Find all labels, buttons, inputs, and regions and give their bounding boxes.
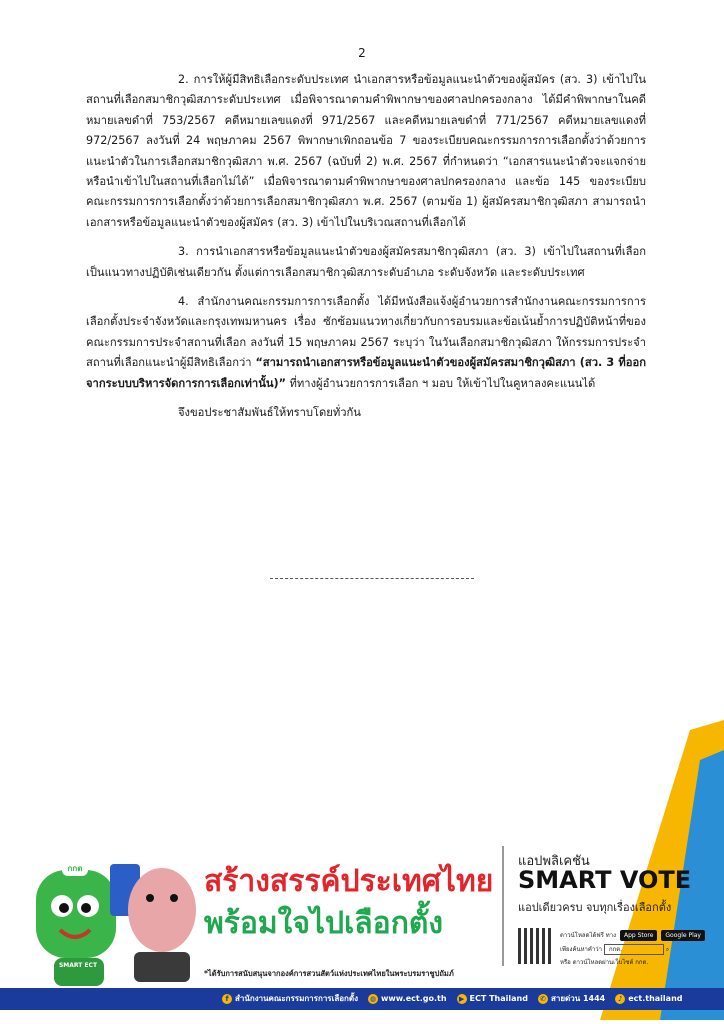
app-tagline: แอปเดียวครบ จบทุกเรื่องเลือกตั้ง [518, 901, 672, 914]
app-store-badge[interactable]: App Store [620, 930, 658, 941]
paragraph-2: 2. การให้ผู้มีสิทธิเลือกระดับประเทศ นำเอกสารหรือข้อมูลแนะนำตัวของผู้สมัคร (สว. 3) เข้าไปในสถานที่เลือกสมาชิกวุฒิสภาระดับประเทศ เมื่อพิจารณาตามคำพิพากษาของศาลปกครองกลาง ได้มีคำพิพากษาในคดีหมายเลขดำที่ 753/2567 คดีหมายเลขแดงที่ 971/2567 และคดีหมายเลขดำที่ 771/2567 คดีหมายเลขแดงที่ 972/2567 ลงวันที่ 24 พฤษภาคม 2567 พิพากษาเพิกถอนข้อ 7 ของระเบียบคณะกรรมการการเลือกตั้งว่าด้วยการแนะนำตัวในการเลือกสมาชิกวุฒิสภา พ.ศ. 2567 (ฉบับที่ 2) พ.ศ. 2567 ที่กำหนดว่า “เอกสารแนะนำตัวจะแจกจ่ายหรือนำเข้าไปในสถานที่เลือกไม่ได้” เมื่อพิจารณาตามคำพิพากษาของศาลปกครองกลาง และข้อ 145 ของระเบียบคณะกรรมการการเลือกตั้งว่าด้วยการเลือกสมาชิกวุฒิสภา พ.ศ. 2567 (ตามข้อ 1) ผู้สมัครสมาชิกวุฒิสภา สามารถนำเอกสารหรือข้อมูลแนะนำตัวของผู้สมัคร (สว. 3) เข้าไปในบริเวณสถานที่เลือกได้ [86, 73, 646, 229]
closing-line: จึงขอประชาสัมพันธ์ให้ทราบโดยทั่วกัน [178, 406, 361, 420]
app-label: แอปพลิเคชัน [518, 854, 590, 869]
mascot-sign: กกต [62, 862, 88, 876]
app-name: SMART VOTE [518, 866, 692, 894]
paragraph-4 [86, 292, 646, 394]
google-play-badge[interactable]: Google Play [661, 930, 705, 941]
tiktok-text: ect.thailand [628, 993, 683, 1003]
tiktok-icon: ♪ [615, 994, 625, 1004]
mascot-badge: SMART ECT [58, 962, 98, 969]
slogan-line-2: พร้อมใจไปเลือกตั้ง [204, 906, 443, 941]
download-info [560, 930, 710, 967]
youtube-icon: ▶ [457, 994, 467, 1004]
search-icon: ⌕ [665, 946, 670, 953]
page-number: 2 [358, 46, 366, 60]
search-label: เพียงค้นหาคำว่า [560, 946, 603, 953]
facebook-icon: f [222, 994, 232, 1004]
paragraph-4-text: 4. สำนักงานคณะกรรมการการเลือกตั้ง ได้มีหนังสือแจ้งผู้อำนวยการสำนักงานคณะกรรมการการเลือกตั้งประจำจังหวัดและกรุงเทพมหานคร เรื่อง ซักซ้อมแนวทางเกี่ยวกับการอบรมและข้อเน้นย้ำการปฏิบัติหน้าที่ของคณะกรรมการประจำสถานที่เลือก ลงวันที่ 15 พฤษภาคม 2567 ระบุว่า ในวันเลือกสมาชิกวุฒิสภา ให้กรรมการประจำสถานที่เลือกแนะนำผู้มีสิทธิเลือกว่า [86, 295, 646, 370]
youtube-link[interactable] [457, 994, 528, 1004]
search-term-box: กกต. [604, 944, 664, 955]
hotline-link[interactable] [538, 992, 605, 1005]
paragraph-3: 3. การนำเอกสารหรือข้อมูลแนะนำตัวของผู้สมัครสมาชิกวุฒิสภา (สว. 3) เข้าไปในสถานที่เลือกเป็นแนวทางปฏิบัติเช่นเดียวกัน ตั้งแต่การเลือกสมาชิกวุฒิสภาระดับอำเภอ ระดับจังหวัด และระดับประเทศ [86, 245, 646, 279]
paragraph-4-bold-quote: “สามารถนำเอกสารหรือข้อมูลแนะนำตัวของผู้สมัครสมาชิกวุฒิสภา (สว. 3 ที่ออกจากระบบบริหารจัดการการเลือกเท่านั้น)” [86, 356, 646, 390]
footer-contacts [222, 992, 683, 1005]
website-download: หรือ ดาวน์โหลดผ่านเว็บไซต์ กกต. [560, 959, 649, 966]
tiktok-link[interactable] [615, 994, 682, 1004]
download-text: ดาวน์โหลดได้ฟรี ทาง [560, 932, 617, 939]
qr-code-icon [518, 928, 554, 964]
smart-vote-panel [502, 846, 714, 966]
mascot-illustration [30, 848, 205, 988]
dashed-separator [270, 578, 474, 579]
globe-icon: ◍ [369, 994, 377, 1003]
facebook-link[interactable] [222, 992, 358, 1005]
green-mascot-body [36, 870, 116, 958]
slogan-line-1: สร้างสรรค์ประเทศไทย [204, 864, 494, 899]
hotline-text: สายด่วน 1444 [550, 994, 606, 1003]
website-link[interactable] [368, 994, 447, 1004]
paragraph-4-tail: ที่ทางผู้อำนวยการการเลือก ฯ มอบ ให้เข้าไปในคูหาลงคะแนนได้ [285, 376, 596, 390]
document-body [86, 70, 646, 424]
zoo-credit: *ได้รับการสนับสนุนจากองค์การสวนสัตว์แห่งประเทศไทยในพระบรมราชูปถัมภ์ [204, 969, 454, 978]
website-text: www.ect.go.th [381, 993, 447, 1003]
youtube-text: ECT Thailand [469, 993, 528, 1003]
phone-call-icon: ✆ [538, 994, 548, 1004]
hippo-mascot [128, 868, 196, 952]
facebook-text: สำนักงานคณะกรรมการการเลือกตั้ง [235, 994, 358, 1003]
